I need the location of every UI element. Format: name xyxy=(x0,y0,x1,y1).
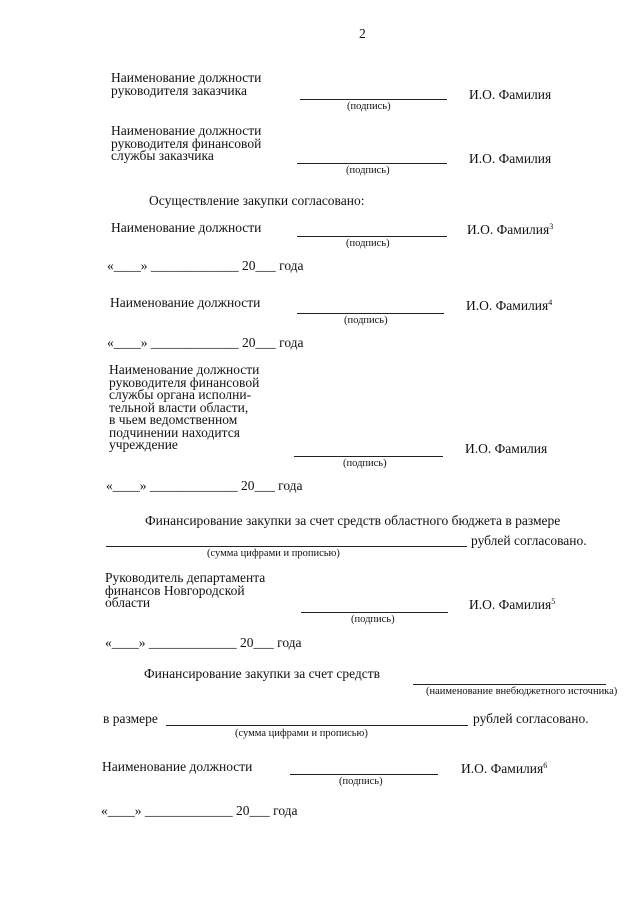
position-title-customer-head: Наименование должности руководителя заказчика xyxy=(111,70,262,98)
date-line: «____» _____________ 20___ года xyxy=(107,258,304,273)
position-title: Наименование должности xyxy=(110,295,261,310)
source-caption: (наименование внебюджетного источника) xyxy=(426,686,618,697)
agreed-heading: Осуществление закупки согласовано: xyxy=(149,193,365,208)
financing-regional-suffix: рублей согласовано. xyxy=(471,533,587,548)
signature-line xyxy=(297,163,447,164)
date-line: «____» _____________ 20___ года xyxy=(105,635,302,650)
signature-line xyxy=(300,99,447,100)
signature-line xyxy=(290,774,438,775)
amount-line xyxy=(106,546,467,547)
signatory-name: И.О. Фамилия xyxy=(469,87,552,102)
signatory-name: И.О. Фамилия xyxy=(461,761,544,776)
financing-extra-prefix: в размере xyxy=(103,711,158,726)
footnote-mark: 4 xyxy=(548,298,553,307)
amount-caption: (сумма цифрами и прописью) xyxy=(207,548,340,559)
position-title-finance-service: Наименование должности руководителя финансовой службы органа исполни- тельной власти области, в чьем ведомственном подчинении находится учреждение xyxy=(109,362,260,452)
signature-caption: (подпись) xyxy=(339,776,383,787)
signature-caption: (подпись) xyxy=(346,165,390,176)
footnote-mark: 3 xyxy=(549,222,554,231)
financing-regional-text: Финансирование закупки за счет средств областного бюджета в размере xyxy=(145,513,561,528)
source-line xyxy=(413,684,606,685)
signature-line xyxy=(301,612,448,613)
footnote-mark: 6 xyxy=(543,761,548,770)
amount-line xyxy=(166,725,468,726)
signatory-name: И.О. Фамилия xyxy=(469,151,552,166)
signatory-name: И.О. Фамилия xyxy=(466,298,549,313)
financing-extra-text: Финансирование закупки за счет средств xyxy=(144,666,381,681)
financing-extra-suffix: рублей согласовано. xyxy=(473,711,589,726)
date-line: «____» _____________ 20___ года xyxy=(106,478,303,493)
signature-caption: (подпись) xyxy=(351,614,395,625)
signature-caption: (подпись) xyxy=(343,458,387,469)
amount-caption: (сумма цифрами и прописью) xyxy=(235,728,368,739)
signatory-name: И.О. Фамилия xyxy=(467,222,550,237)
signatory-name-with-footnote xyxy=(469,599,555,612)
position-title: Наименование должности xyxy=(102,759,253,774)
signature-line xyxy=(297,313,444,314)
signature-caption: (подпись) xyxy=(344,315,388,326)
signatory-name: И.О. Фамилия xyxy=(465,441,548,456)
signature-caption: (подпись) xyxy=(346,238,390,249)
signature-caption: (подпись) xyxy=(347,101,391,112)
signatory-name-with-footnote xyxy=(461,763,547,776)
signatory-name-with-footnote xyxy=(467,224,553,237)
signature-line xyxy=(294,456,443,457)
signatory-name: И.О. Фамилия xyxy=(469,597,552,612)
page-number: 2 xyxy=(359,26,366,41)
date-line: «____» _____________ 20___ года xyxy=(101,803,298,818)
signatory-name-with-footnote xyxy=(466,300,552,313)
position-title-finance-dept: Руководитель департамента финансов Новгородской области xyxy=(105,570,266,610)
footnote-mark: 5 xyxy=(551,597,556,606)
signature-line xyxy=(297,236,447,237)
date-line: «____» _____________ 20___ года xyxy=(107,335,304,350)
position-title-customer-finance: Наименование должности руководителя финансовой службы заказчика xyxy=(111,123,262,163)
position-title: Наименование должности xyxy=(111,220,262,235)
